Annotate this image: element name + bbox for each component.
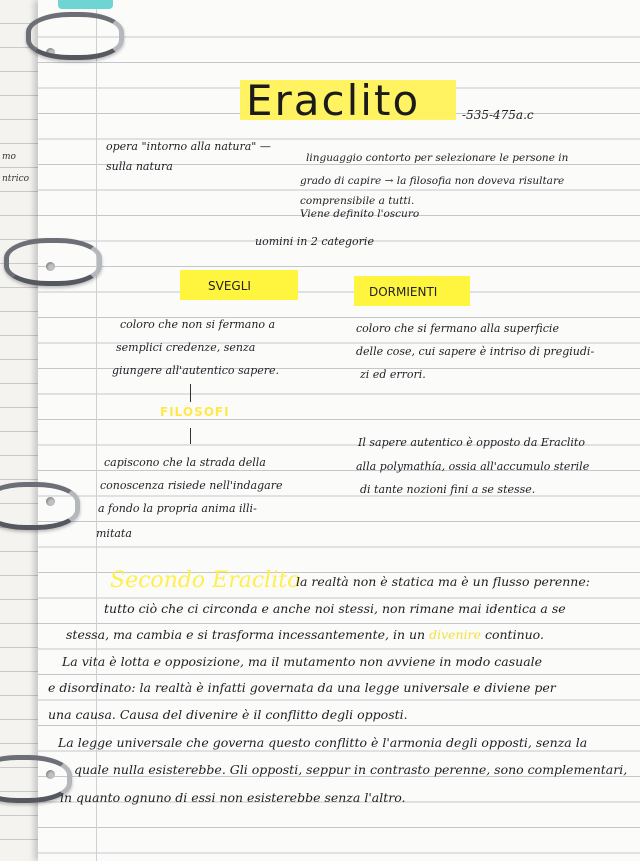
margin-line [96, 0, 97, 861]
intro-right-line: Viene definito l'oscuro [300, 208, 420, 220]
paragraph-line: tutto ciò che ci circonda e anche noi stessi, non rimane mai identica a se [104, 601, 566, 616]
secondo-eraclito-heading: Secondo Eraclito [110, 568, 301, 593]
paragraph-line: La vita è lotta e opposizione, ma il mutamento non avviene in modo casuale [62, 654, 543, 669]
divenire-highlight: divenire [429, 627, 481, 642]
paragraph-line: e disordinato: la realtà è infatti governata da una legge universale e diviene per [48, 680, 556, 695]
notebook-page [38, 0, 640, 861]
categories-heading: uomini in 2 categorie [255, 235, 374, 248]
svegli-line: a fondo la propria anima illi- [98, 502, 257, 515]
intro-left-line: sulla natura [106, 160, 173, 173]
svegli-line: capiscono che la strada della [104, 456, 266, 469]
connector-line [190, 384, 191, 402]
svegli-line: conoscenza risiede nell'indagare [100, 479, 283, 492]
paragraph-line: quale nulla esisterebbe. Gli opposti, seppur in contrasto perenne, sono complementari, [74, 762, 628, 777]
previous-page-text: ntrico [2, 174, 30, 184]
intro-right-line: comprensibile a tutti. [300, 195, 415, 207]
binder-ring [4, 238, 102, 286]
divider-tab [58, 0, 113, 9]
intro-right-line: linguaggio contorto per selezionare le persone in [306, 152, 569, 164]
svegli-line: mitata [96, 527, 132, 540]
page-title: Eraclito [246, 76, 421, 125]
previous-page-text: mo [2, 152, 16, 162]
paragraph-text: continuo. [484, 627, 544, 642]
filosofi-label: FILOSOFI [160, 405, 230, 419]
paragraph-line: una causa. Causa del divenire è il conflitto degli opposti. [48, 707, 408, 722]
paragraph-line [66, 627, 544, 642]
dormienti-label: DORMIENTI [369, 285, 438, 299]
dormienti-line: coloro che si fermano alla superficie [356, 322, 559, 335]
dormienti-line: alla polymathía, ossia all'accumulo sterile [356, 460, 590, 473]
binder-ring [26, 12, 124, 60]
dormienti-line: delle cose, cui sapere è intriso di pregiudi- [356, 345, 595, 358]
paragraph-line: La legge universale che governa questo conflitto è l'armonia degli opposti, senza la [58, 735, 588, 750]
svegli-line: coloro che non si fermano a [120, 318, 276, 331]
dormienti-line: zi ed errori. [360, 368, 426, 381]
paragraph-line: in quanto ognuno di essi non esisterebbe senza l'altro. [60, 790, 406, 805]
intro-right-line: grado di capire → la filosofia non doveva risultare [300, 175, 565, 187]
connector-line [190, 428, 191, 444]
paragraph-text: stessa, ma cambia e si trasforma incessantemente, in un [66, 627, 426, 642]
svegli-line: semplici credenze, senza [116, 341, 256, 354]
svegli-label: SVEGLI [208, 279, 251, 293]
title-dates: -535-475a.c [462, 108, 534, 122]
dormienti-line: di tante nozioni fini a se stesse. [360, 483, 536, 496]
paragraph-line: la realtà non è statica ma è un flusso perenne: [296, 574, 590, 589]
binder-ring [0, 482, 80, 530]
svegli-line: giungere all'autentico sapere. [112, 364, 280, 377]
intro-left-line: opera "intorno alla natura" — [106, 140, 271, 153]
dormienti-line: Il sapere autentico è opposto da Eraclito [358, 436, 585, 449]
